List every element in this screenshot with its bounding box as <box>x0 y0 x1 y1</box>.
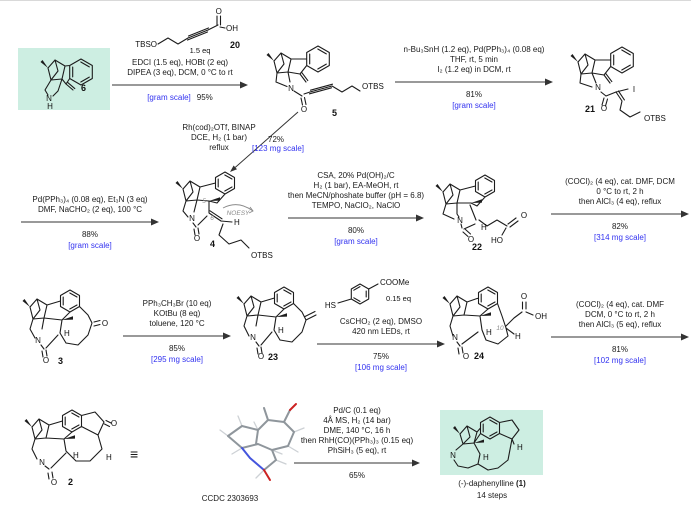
scale-note: [314 mg scale] <box>593 233 647 242</box>
yield-value: 65% <box>348 471 365 480</box>
atom-label-tbso: TBSO <box>135 40 157 49</box>
methyl-wedge <box>436 184 444 192</box>
atom-label-n: N <box>46 94 52 103</box>
reagent-line: PhSiH₃ (5 eq), rt <box>327 446 387 455</box>
reagent-line: THF, rt, 5 min <box>449 55 498 64</box>
reaction-arrow <box>21 218 159 226</box>
atom-label-otbs: OTBS <box>251 251 273 260</box>
methyl-wedge <box>237 296 245 304</box>
compound-4-structure <box>165 163 290 265</box>
reagent-line: (COCl)₂ (4 eq), cat. DMF, DCM <box>565 177 675 186</box>
step-2 <box>392 45 556 111</box>
compound-22-structure <box>423 168 558 268</box>
atom-label-h: H <box>47 102 53 111</box>
yield-value: 81% <box>465 90 482 99</box>
reagent-line: 0 °C to rt, 2 h <box>596 187 644 196</box>
atom-label-n: N <box>250 333 256 342</box>
reagent-line: 420 nm LEDs, rt <box>352 327 410 336</box>
methyl-wedge <box>267 53 275 61</box>
atom-label-ho: HO <box>491 236 503 245</box>
scale-note: [123 mg scale] <box>252 144 305 153</box>
oxygen-sticks <box>264 404 296 480</box>
thiol-reagent-structure <box>316 276 446 312</box>
bonds <box>158 16 225 44</box>
reagent-line: CsCHO₂ (2 eq), DMSO <box>339 317 423 326</box>
step-10 <box>293 406 421 481</box>
step-9 <box>550 300 690 366</box>
reagent-line: toluene, 120 °C <box>149 319 205 328</box>
reagent-line: DIPEA (3 eq), DCM, 0 °C to rt <box>127 68 233 77</box>
noesy-annotation: NOESY <box>226 210 250 217</box>
step-count: 14 steps <box>476 491 508 500</box>
scale-note: [gram scale] <box>147 93 191 102</box>
atom-label-o-ketone: O <box>101 319 109 328</box>
compound-6-structure <box>18 48 110 110</box>
atom-label-o: O <box>193 234 201 243</box>
atom-label-oh: OH <box>226 24 238 33</box>
yield-value: 88% <box>81 230 98 239</box>
atom-label-o: O <box>462 352 470 361</box>
figure-border-top <box>0 0 691 1</box>
reagent-line: reflux <box>209 143 229 152</box>
equiv-amount: 1.5 eq <box>189 46 211 55</box>
yield-value: 85% <box>168 344 185 353</box>
atom-label-o: O <box>300 105 308 114</box>
reaction-arrow <box>123 332 231 340</box>
reaction-arrow <box>551 210 689 218</box>
yield-value: 75% <box>372 352 389 361</box>
compound-3-label: 3 <box>58 356 64 366</box>
atom-label-i: I <box>632 85 636 94</box>
position-5-label: 5 <box>202 198 206 205</box>
atom-label-h: H <box>234 218 240 227</box>
atom-label-n: N <box>450 451 456 460</box>
reaction-arrow <box>112 81 248 89</box>
reagent-line: then AlCl₃ (4 eq), reflux <box>578 197 662 206</box>
methyl-wedge <box>453 426 460 434</box>
reagent-line: PPh₃CH₃Br (10 eq) <box>142 299 212 308</box>
nitrogen-stick <box>242 448 264 470</box>
atom-label-o: O <box>257 352 265 361</box>
reaction-arrow <box>288 214 424 222</box>
bonds <box>32 410 111 479</box>
atom-label-o-acid: O <box>520 211 528 220</box>
reagent-line: CSA, 20% Pd(OH)₂/C <box>317 171 395 180</box>
atom-label-h2: H <box>517 443 523 452</box>
atom-label-n: N <box>457 216 463 225</box>
reaction-arrow <box>551 333 689 341</box>
atom-label-n: N <box>189 214 195 223</box>
reagent-line: n-Bu₃SnH (1.2 eq), Pd(PPh₃)₄ (0.08 eq) <box>403 45 545 54</box>
reagent-line: 4Å MS, H₂ (14 bar) <box>323 416 391 425</box>
atom-label-otbs: OTBS <box>644 114 666 123</box>
product-name-text: (-)-daphenylline <box>458 479 514 488</box>
reagent-line: then RhH(CO)(PPh₃)₃ (0.15 eq) <box>300 436 414 445</box>
methyl-wedge <box>443 296 451 304</box>
position-6-label: 6 <box>210 215 214 222</box>
product-number: (1) <box>516 479 526 488</box>
reaction-arrow <box>294 459 420 467</box>
atom-label-o-ketone: O <box>110 419 118 428</box>
step-1 <box>112 58 248 103</box>
ccdc-caption: CCDC 2303693 <box>201 494 259 503</box>
reaction-arrow <box>395 78 553 86</box>
yield-value: 81% <box>611 345 628 354</box>
compound-2-label: 2 <box>68 477 74 487</box>
step-5 <box>286 171 426 247</box>
equivalence-sign: ≡ <box>130 446 139 462</box>
scale-note: [gram scale] <box>452 101 496 110</box>
methyl-wedge <box>471 199 482 203</box>
atom-label-hs: HS <box>324 301 336 310</box>
atom-label-n: N <box>595 83 601 92</box>
atom-label-otbs: OTBS <box>362 82 384 91</box>
atom-label-coome: COOMe <box>380 278 410 287</box>
compound-5-label: 5 <box>332 108 338 118</box>
atom-label-n: N <box>288 84 294 93</box>
yield-value: 80% <box>347 226 364 235</box>
atom-label-o-acid: O <box>520 292 528 301</box>
scale-note: [106 mg scale] <box>354 363 408 372</box>
compound-24-label: 24 <box>474 351 485 361</box>
atom-label-n: N <box>35 336 41 345</box>
compound-4-label: 4 <box>210 239 216 249</box>
reaction-arrow <box>317 340 445 348</box>
atom-label-n: N <box>39 458 45 467</box>
methyl-wedge <box>176 181 184 189</box>
methyl-wedge <box>23 299 31 307</box>
reagent-line: DMF, NaCHO₂ (2 eq), 100 °C <box>37 205 143 214</box>
methyl-wedge <box>571 54 579 62</box>
atom-label-o: O <box>50 478 58 487</box>
reagent-line: I₂ (1.2 eq) in DCM, rt <box>437 65 511 74</box>
reagent-line: (COCl)₂ (4 eq), cat. DMF <box>576 300 664 309</box>
step-7 <box>122 299 232 365</box>
scale-note: [295 mg scale] <box>150 355 204 364</box>
yield-value: 95% <box>196 93 213 102</box>
compound-22-label: 22 <box>472 242 483 252</box>
product-name <box>430 479 554 488</box>
yield-line <box>112 92 248 103</box>
yield-value: 72% <box>268 135 285 144</box>
reagent-line: KOtBu (8 eq) <box>153 309 201 318</box>
atom-label-o: O <box>42 356 50 365</box>
atom-label-h: H <box>278 326 284 335</box>
scale-note: [gram scale] <box>68 241 112 250</box>
methyl-wedge-c5 <box>209 197 220 201</box>
methyl-wedge <box>41 60 49 68</box>
reagent-line: then AlCl₃ (5 eq), reflux <box>578 320 662 329</box>
atom-label-n: N <box>452 333 458 342</box>
bonds <box>454 417 519 470</box>
reagent-line: DCE, H₂ (1 bar) <box>190 133 247 142</box>
atom-label-h: H <box>64 329 70 338</box>
position-10-label: 10 <box>496 325 504 332</box>
compound-1-structure <box>440 410 543 475</box>
compound-21-label: 21 <box>585 104 596 114</box>
atom-label-o: O <box>215 7 222 16</box>
methyl-wedge <box>25 419 33 427</box>
yield-value: 82% <box>611 222 628 231</box>
atom-label-h1: H <box>486 328 492 337</box>
atom-label-h2: H <box>515 332 521 341</box>
atom-label-oh: OH <box>535 312 547 321</box>
compound-6-label: 6 <box>81 83 87 93</box>
bonds <box>244 287 316 354</box>
step-8 <box>316 276 446 373</box>
equiv-amount: 0.15 eq <box>386 294 412 303</box>
compound-23-label: 23 <box>268 352 279 362</box>
reagent-line: DME, 140 °C, 16 h <box>323 426 391 435</box>
step-6 <box>550 177 690 243</box>
atom-label-h: H <box>481 223 487 232</box>
reagent-line: Pd/C (0.1 eq) <box>333 406 381 415</box>
atom-label-h2: H <box>106 453 112 462</box>
bonds <box>338 284 378 304</box>
atom-label-h1: H <box>483 453 489 462</box>
scale-note: [gram scale] <box>334 237 378 246</box>
reagent-line: then MeCN/phoshate buffer (pH = 6.8) <box>287 191 425 200</box>
reagent-line: TEMPO, NaClO₂, NaClO <box>311 201 401 210</box>
scale-note: [102 mg scale] <box>593 356 647 365</box>
compound-20-label: 20 <box>230 40 241 50</box>
bonds <box>274 46 360 105</box>
step-4 <box>20 195 160 251</box>
reagent-line: Rh(cod)₂OTf, BINAP <box>182 123 256 132</box>
reagent-line: H₂ (1 bar), EA-MeOH, rt <box>313 181 399 190</box>
atom-label-o: O <box>467 235 475 244</box>
reagent-line: DCM, 0 °C to rt, 2 h <box>585 310 655 319</box>
atom-label-h1: H <box>73 451 79 460</box>
bonds <box>30 290 100 357</box>
atom-label-o: O <box>600 104 608 113</box>
reagent-line: EDCI (1.5 eq), HOBt (2 eq) <box>131 58 229 67</box>
compound-2-structure <box>20 395 170 499</box>
compound-21-structure <box>550 32 691 130</box>
reagent-line: Pd(PPh₃)₄ (0.08 eq), Et₃N (3 eq) <box>32 195 148 204</box>
